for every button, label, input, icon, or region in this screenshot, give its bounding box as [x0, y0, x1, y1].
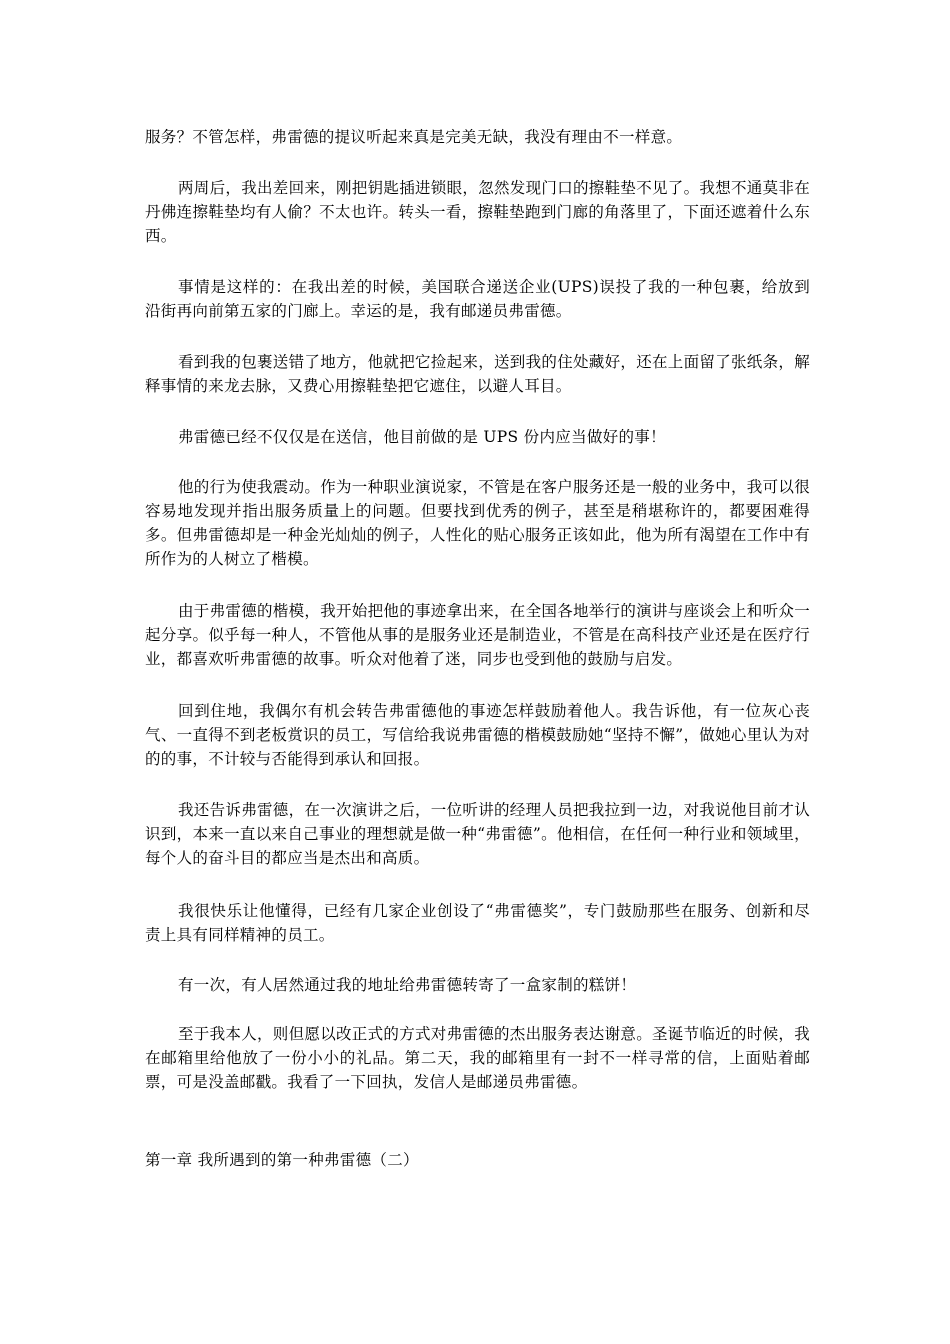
chapter-heading: 第一章 我所遇到的第一种弗雷德（二）	[145, 1151, 419, 1169]
paragraph-6: 他的行为使我震动。作为一种职业演说家，不管是在客户服务还是一般的业务中，我可以很容易地发现并指出服务质量上的问题。但要找到优秀的例子，甚至是稍堪称许的，都要困难得多。但弗雷德却是一种金光灿灿的例子，人性化的贴心服务正该如此，他为所有渴望在工作中有所作为的人树立了楷模。	[145, 478, 811, 568]
paragraph-2: 两周后，我出差回来，刚把钥匙插进锁眼，忽然发现门口的擦鞋垫不见了。我想不通莫非在丹佛连擦鞋垫均有人偷？不太也许。转头一看，擦鞋垫跑到门廊的角落里了，下面还遮着什么东西。	[145, 179, 811, 245]
paragraph-8: 回到住地，我偶尔有机会转告弗雷德他的事迹怎样鼓励着他人。我告诉他，有一位灰心丧气、一直得不到老板赏识的员工，写信给我说弗雷德的楷模鼓励她“坚持不懈”，做她心里认为对的的事，不计较与否能得到承认和回报。	[145, 702, 810, 768]
paragraph-10: 我很快乐让他懂得，已经有几家企业创设了“弗雷德奖”，专门鼓励那些在服务、创新和尽责上具有同样精神的员工。	[145, 902, 810, 944]
paragraph-4: 看到我的包裹送错了地方，他就把它捡起来，送到我的住处藏好，还在上面留了张纸条，解释事情的来龙去脉，又费心用擦鞋垫把它遮住，以避人耳目。	[145, 353, 811, 395]
paragraph-7: 由于弗雷德的楷模，我开始把他的事迹拿出来，在全国各地举行的演讲与座谈会上和听众一起分享。似乎每一种人，不管他从事的是服务业还是制造业，不管是在高科技产业还是在医疗行业，都喜欢听弗雷德的故事。听众对他着了迷，同步也受到他的鼓励与启发。	[145, 602, 811, 668]
paragraph-1: 服务？不管怎样，弗雷德的提议听起来真是完美无缺，我没有理由不一样意。	[145, 128, 683, 146]
paragraph-5: 弗雷德已经不仅仅是在送信，他目前做的是 UPS 份内应当做好的事！	[178, 428, 666, 446]
paragraph-9: 我还告诉弗雷德，在一次演讲之后，一位听讲的经理人员把我拉到一边，对我说他目前才认识到，本来一直以来自己事业的理想就是做一种“弗雷德”。他相信，在任何一种行业和领域里，每个人的奋斗目的都应当是杰出和高质。	[145, 801, 811, 867]
paragraph-11: 有一次，有人居然通过我的地址给弗雷德转寄了一盒家制的糕饼！	[178, 976, 637, 994]
paragraph-3: 事情是这样的：在我出差的时候，美国联合递送企业(UPS)误投了我的一种包裹，给放到沿街再向前第五家的门廊上。幸运的是，我有邮递员弗雷德。	[145, 278, 810, 320]
paragraph-12: 至于我本人，则但愿以改正式的方式对弗雷德的杰出服务表达谢意。圣诞节临近的时候，我在邮箱里给他放了一份小小的礼品。第二天，我的邮箱里有一封不一样寻常的信，上面贴着邮票，可是没盖邮戳。我看了一下回执，发信人是邮递员弗雷德。	[145, 1025, 811, 1091]
